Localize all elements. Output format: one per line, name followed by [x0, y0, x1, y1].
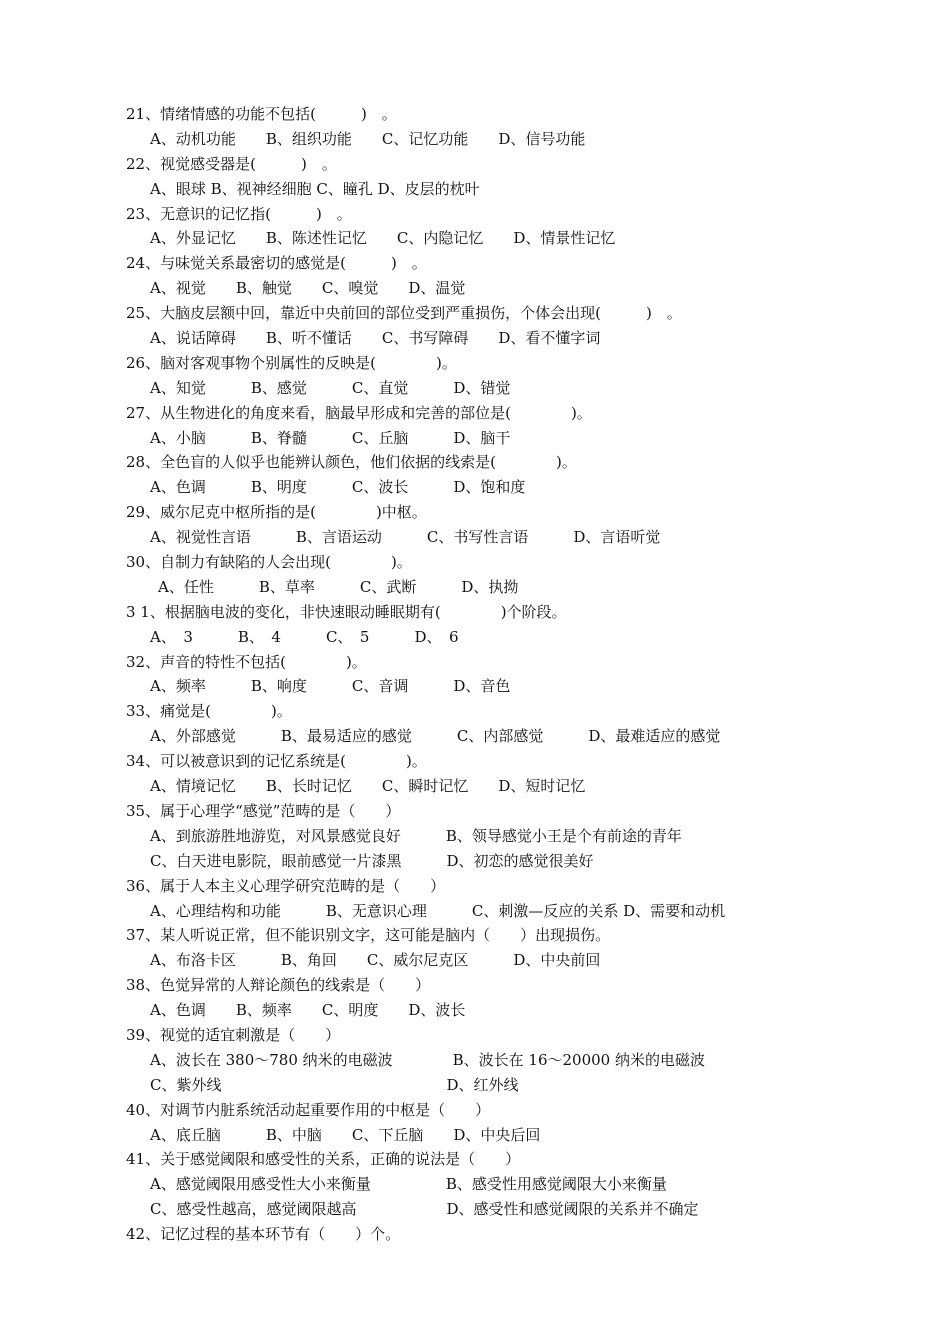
- question-41-options: A、感觉阈限用感受性大小来衡量 B、感受性用感觉阈限大小来衡量: [150, 1175, 667, 1194]
- question-35: 35、属于心理学“感觉”范畴的是（ ）: [126, 801, 401, 820]
- question-38: 38、色觉异常的人辩论颜色的线索是（ ）: [126, 976, 431, 995]
- question-32-options: A、频率 B、响度 C、音调 D、音色: [150, 677, 511, 696]
- question-33: 33、痛觉是( )。: [126, 702, 292, 721]
- question-21-options: A、动机功能 B、组织功能 C、记忆功能 D、信号功能: [150, 129, 586, 148]
- question-42: 42、记忆过程的基本环节有（ ）个。: [126, 1225, 401, 1244]
- question-41-options: C、感受性越高，感觉阈限越高 D、感受性和感觉阈限的关系并不确定: [150, 1200, 699, 1219]
- question-40: 40、对调节内脏系统活动起重要作用的中枢是（ ）: [126, 1100, 491, 1119]
- exam-page: [0, 102, 950, 1247]
- question-22-options: A、眼球 B、视神经细胞 C、瞳孔 D、皮层的枕叶: [150, 179, 480, 198]
- question-29: 29、威尔尼克中枢所指的是( )中枢。: [126, 503, 427, 522]
- question-31-options: A、 3 B、 4 C、 5 D、 6: [150, 627, 459, 646]
- question-28-options: A、色调 B、明度 C、波长 D、饱和度: [150, 478, 526, 497]
- question-40-options: A、底丘脑 B、中脑 C、下丘脑 D、中央后回: [150, 1125, 541, 1144]
- question-23-options: A、外显记忆 B、陈述性记忆 C、内隐记忆 D、情景性记忆: [150, 229, 616, 248]
- question-32: 32、声音的特性不包括( )。: [126, 652, 367, 671]
- question-36: 36、属于人本主义心理学研究范畴的是（ ）: [126, 876, 446, 895]
- question-25-options: A、说话障碍 B、听不懂话 C、书写障碍 D、看不懂字词: [150, 329, 601, 348]
- question-24-options: A、视觉 B、触觉 C、嗅觉 D、温觉: [150, 279, 466, 298]
- question-31: 3 1、根据脑电波的变化，非快速眼动睡眠期有( )个阶段。: [126, 602, 567, 621]
- question-25: 25、大脑皮层额中回，靠近中央前回的部位受到严重损伤，个体会出现( ) 。: [126, 304, 682, 323]
- question-36-options: A、心理结构和功能 B、无意识心理 C、刺激—反应的关系 D、需要和动机: [150, 901, 726, 920]
- question-27: 27、从生物进化的角度来看，脑最早形成和完善的部位是( )。: [126, 403, 592, 422]
- question-34-options: A、情境记忆 B、长时记忆 C、瞬时记忆 D、短时记忆: [150, 777, 586, 796]
- question-33-options: A、外部感觉 B、最易适应的感觉 C、内部感觉 D、最难适应的感觉: [150, 727, 721, 746]
- question-21: 21、情绪情感的功能不包括( ) 。: [126, 105, 397, 123]
- question-30: 30、自制力有缺陷的人会出现( )。: [126, 553, 412, 572]
- question-23: 23、无意识的记忆指( ) 。: [126, 204, 352, 223]
- question-28: 28、全色盲的人似乎也能辨认颜色，他们依据的线索是( )。: [126, 453, 577, 472]
- question-38-options: A、色调 B、频率 C、明度 D、波长: [150, 1001, 466, 1020]
- question-39-options: C、紫外线 D、红外线: [150, 1075, 519, 1094]
- question-34: 34、可以被意识到的记忆系统是( )。: [126, 752, 427, 771]
- question-22: 22、视觉感受器是( ) 。: [126, 154, 337, 173]
- question-24: 24、与味觉关系最密切的感觉是( ) 。: [126, 254, 427, 273]
- question-39: 39、视觉的适宜刺激是（ ）: [126, 1025, 341, 1044]
- question-29-options: A、视觉性言语 B、言语运动 C、书写性言语 D、言语听觉: [150, 528, 661, 547]
- question-26: 26、脑对客观事物个别属性的反映是( )。: [126, 353, 457, 372]
- question-39-options: A、波长在 380～780 纳米的电磁波 B、波长在 16～20000 纳米的电磁波: [150, 1050, 705, 1069]
- question-26-options: A、知觉 B、感觉 C、直觉 D、错觉: [150, 378, 511, 397]
- question-37-options: A、布洛卡区 B、角回 C、威尔尼克区 D、中央前回: [150, 951, 601, 970]
- question-37: 37、某人听说正常，但不能识别文字，这可能是脑内（ ）出现损伤。: [126, 926, 611, 945]
- question-41: 41、关于感觉阈限和感受性的关系，正确的说法是（ ）: [126, 1150, 521, 1169]
- question-35-options: C、白天进电影院，眼前感觉一片漆黑 D、初恋的感觉很美好: [150, 851, 594, 870]
- question-27-options: A、小脑 B、脊髓 C、丘脑 D、脑干: [150, 428, 511, 447]
- question-35-options: A、到旅游胜地游览，对风景感觉良好 B、领导感觉小王是个有前途的青年: [150, 826, 682, 845]
- question-30-options: A、任性 B、草率 C、武断 D、执拗: [158, 577, 519, 596]
